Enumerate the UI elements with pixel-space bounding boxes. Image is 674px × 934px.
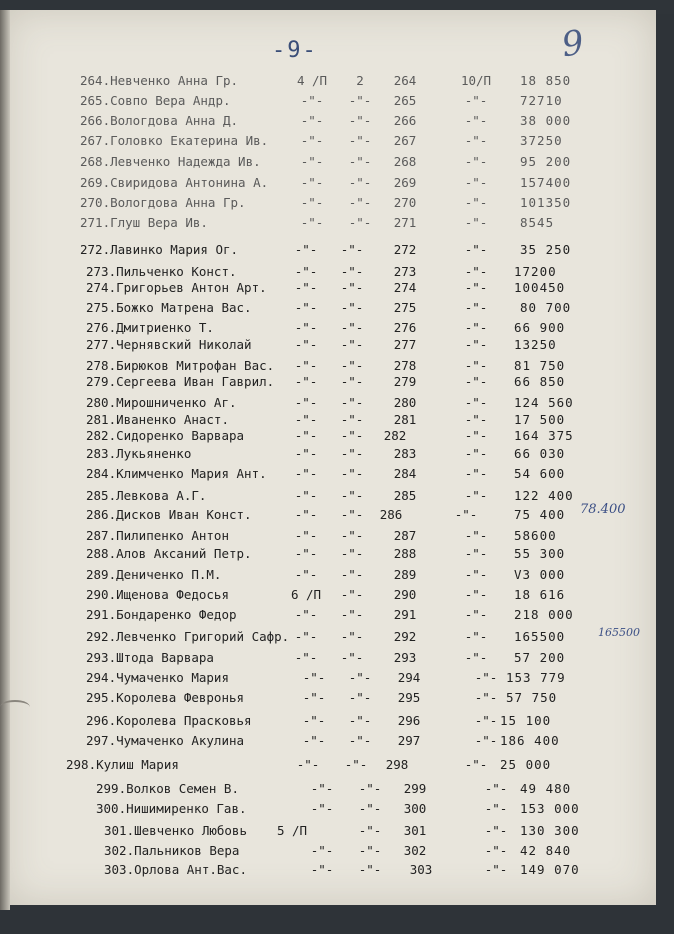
row-name: 272.Лавинко Мария Ог. [80, 242, 239, 257]
table-row [86, 528, 600, 548]
table-row [86, 546, 600, 566]
row-ditto-2: -"- [464, 154, 488, 169]
table-row [86, 733, 600, 753]
row-name: 302.Пальников Вера [104, 843, 240, 858]
table-row [80, 195, 600, 215]
row-amount: 25 000 [500, 757, 552, 772]
row-ditto-2: -"- [484, 862, 508, 877]
row-ditto: -"- [340, 242, 364, 257]
row-amount: 13250 [514, 337, 557, 352]
row-ditto: -"- [348, 133, 372, 148]
table-row [86, 567, 600, 587]
row-amount: 55 300 [514, 546, 566, 561]
row-ditto: -"- [358, 823, 382, 838]
row-ordinal: 283 [393, 446, 417, 461]
table-row [80, 215, 600, 235]
row-name: 278.Бирюков Митрофан Вас. [86, 358, 275, 373]
row-ordinal: 282 [383, 428, 407, 443]
row-ordinal: 293 [393, 650, 417, 665]
row-name: 288.Алов Аксаний Петр. [86, 546, 252, 561]
row-ditto: -"- [340, 546, 364, 561]
row-ditto: -"- [340, 428, 364, 443]
row-amount: 17200 [514, 264, 557, 279]
page-number: -9- [272, 38, 318, 63]
row-category: -"- [294, 507, 318, 522]
row-category: -"- [302, 690, 326, 705]
row-ditto-2: -"- [464, 337, 488, 352]
row-ditto-2: -"- [464, 93, 488, 108]
row-ditto: -"- [340, 300, 364, 315]
row-name: 287.Пилипенко Антон [86, 528, 229, 543]
table-row [86, 670, 600, 690]
row-ditto: -"- [348, 215, 372, 230]
row-ordinal: 270 [393, 195, 417, 210]
table-row [80, 133, 600, 153]
row-ordinal: 292 [393, 629, 417, 644]
table-row [80, 113, 600, 133]
row-name: 271.Глуш Вера Ив. [80, 215, 208, 230]
row-amount: 57 750 [506, 690, 558, 705]
row-category: -"- [310, 801, 334, 816]
row-amount: 80 700 [520, 300, 572, 315]
row-ditto-2: -"- [474, 713, 498, 728]
row-ordinal: 271 [393, 215, 417, 230]
row-ordinal: 275 [393, 300, 417, 315]
binding-string [0, 700, 30, 714]
row-category: -"- [296, 757, 320, 772]
row-amount: 130 300 [520, 823, 580, 838]
row-name: 284.Климченко Мария Ант. [86, 466, 267, 481]
row-amount: 38 000 [520, 113, 572, 128]
row-name: 276.Дмитриенко Т. [86, 320, 214, 335]
row-ditto: -"- [358, 801, 382, 816]
row-ditto: -"- [340, 507, 364, 522]
row-name: 273.Пильченко Конст. [86, 264, 237, 279]
row-category: -"- [294, 650, 318, 665]
row-name: 282.Сидоренко Варвара [86, 428, 245, 443]
row-amount: 153 000 [520, 801, 580, 816]
row-ditto: -"- [340, 629, 364, 644]
row-ditto: -"- [340, 650, 364, 665]
row-amount: 81 750 [514, 358, 566, 373]
row-amount: 57 200 [514, 650, 566, 665]
row-amount: 75 400 [514, 507, 566, 522]
row-ditto-2: -"- [464, 587, 488, 602]
row-name: 283.Лукьяненко [86, 446, 192, 461]
row-ditto: -"- [358, 862, 382, 877]
row-category: -"- [294, 446, 318, 461]
row-amount: 35 250 [520, 242, 572, 257]
table-row [96, 801, 600, 821]
table-row [86, 650, 600, 670]
row-ordinal: 264 [393, 73, 417, 88]
row-amount: 54 600 [514, 466, 566, 481]
row-category: -"- [294, 528, 318, 543]
row-name: 292.Левченко Григорий Сафр. [86, 629, 290, 644]
row-ditto-2: -"- [464, 374, 488, 389]
row-ditto-2: -"- [464, 412, 488, 427]
table-row [86, 488, 600, 508]
row-category: -"- [294, 607, 318, 622]
row-ditto-2: -"- [464, 650, 488, 665]
row-category: 5 /П [276, 823, 308, 838]
row-name: 300.Нишимиренко Гав. [96, 801, 247, 816]
row-ordinal: 294 [397, 670, 421, 685]
table-row [80, 242, 600, 262]
row-ditto: -"- [348, 93, 372, 108]
row-ditto: -"- [340, 337, 364, 352]
row-name: 301.Шевченко Любовь [104, 823, 247, 838]
row-amount: 18 850 [520, 73, 572, 88]
row-category: -"- [294, 466, 318, 481]
row-ordinal: 301 [403, 823, 427, 838]
row-ordinal: 290 [393, 587, 417, 602]
row-ditto: -"- [340, 587, 364, 602]
row-ordinal: 277 [393, 337, 417, 352]
row-ditto: -"- [340, 412, 364, 427]
row-ditto-2: -"- [464, 242, 488, 257]
row-ditto-2: -"- [464, 264, 488, 279]
row-ditto-2: -"- [464, 175, 488, 190]
row-amount: 157400 [520, 175, 572, 190]
table-row [86, 507, 600, 527]
row-ordinal: 289 [393, 567, 417, 582]
row-ditto: -"- [348, 195, 372, 210]
row-ditto: -"- [340, 358, 364, 373]
table-row [66, 757, 600, 777]
row-category: -"- [294, 395, 318, 410]
row-ordinal: 265 [393, 93, 417, 108]
row-category: -"- [294, 629, 318, 644]
row-name: 270.Вологдова Анна Гр. [80, 195, 246, 210]
row-category: -"- [294, 300, 318, 315]
row-name: 264.Невченко Анна Гр. [80, 73, 239, 88]
row-name: 274.Григорьев Антон Арт. [86, 280, 267, 295]
row-category: -"- [300, 215, 324, 230]
row-amount: 49 480 [520, 781, 572, 796]
row-ordinal: 303 [409, 862, 433, 877]
row-category: -"- [294, 567, 318, 582]
table-row [104, 823, 600, 843]
row-category: -"- [302, 733, 326, 748]
row-ditto: -"- [340, 264, 364, 279]
row-ordinal: 297 [397, 733, 421, 748]
table-row [80, 154, 600, 174]
row-amount: 186 400 [500, 733, 560, 748]
row-ordinal: 276 [393, 320, 417, 335]
row-ordinal: 295 [397, 690, 421, 705]
row-name: 286.Дисков Иван Конст. [86, 507, 252, 522]
table-row [86, 587, 600, 607]
row-name: 291.Бондаренко Федор [86, 607, 237, 622]
row-ditto: -"- [358, 781, 382, 796]
row-ordinal: 280 [393, 395, 417, 410]
table-row [86, 374, 600, 394]
row-name: 285.Левкова А.Г. [86, 488, 207, 503]
row-ditto: -"- [348, 154, 372, 169]
table-row [86, 300, 600, 320]
row-ordinal: 287 [393, 528, 417, 543]
row-name: 275.Божко Матрена Вас. [86, 300, 252, 315]
row-ditto: -"- [340, 488, 364, 503]
row-ditto-2: -"- [464, 446, 488, 461]
row-ditto-2: -"- [464, 133, 488, 148]
row-name: 290.Ищенова Федосья [86, 587, 229, 602]
row-ditto-2: -"- [464, 113, 488, 128]
row-category: -"- [302, 670, 326, 685]
row-name: 266.Вологдова Анна Д. [80, 113, 239, 128]
row-ditto-2: -"- [484, 823, 508, 838]
row-ditto-2: -"- [464, 629, 488, 644]
row-amount: 95 200 [520, 154, 572, 169]
row-ditto: -"- [340, 607, 364, 622]
table-row [80, 73, 600, 93]
row-ditto-2: -"- [464, 757, 488, 772]
row-category: -"- [294, 280, 318, 295]
row-amount: 42 840 [520, 843, 572, 858]
handwritten-note: 78.400 [580, 502, 626, 517]
row-ordinal: 285 [393, 488, 417, 503]
row-name: 268.Левченко Надежда Ив. [80, 154, 261, 169]
row-ordinal: 272 [393, 242, 417, 257]
row-ordinal: 274 [393, 280, 417, 295]
row-category: -"- [294, 320, 318, 335]
row-ditto-2: -"- [464, 466, 488, 481]
row-amount: 122 400 [514, 488, 574, 503]
row-ditto: -"- [340, 374, 364, 389]
row-category: -"- [310, 781, 334, 796]
row-name: 293.Штода Варвара [86, 650, 214, 665]
row-ditto-2: -"- [464, 488, 488, 503]
row-category: -"- [300, 93, 324, 108]
row-ordinal: 286 [379, 507, 403, 522]
row-amount: 15 100 [500, 713, 552, 728]
row-amount: 8545 [520, 215, 555, 230]
row-ordinal: 268 [393, 154, 417, 169]
row-ditto-2: -"- [484, 843, 508, 858]
table-row [86, 690, 600, 710]
row-ditto: -"- [348, 670, 372, 685]
row-amount: 66 030 [514, 446, 566, 461]
row-ditto-2: -"- [464, 546, 488, 561]
row-name: 269.Свиридова Антонина А. [80, 175, 269, 190]
row-ditto: -"- [340, 528, 364, 543]
row-ordinal: 273 [393, 264, 417, 279]
row-name: 296.Королева Прасковья [86, 713, 252, 728]
row-amount: 149 070 [520, 862, 580, 877]
row-name: 303.Орлова Ант.Вас. [104, 862, 247, 877]
row-ordinal: 278 [393, 358, 417, 373]
row-amount: 165500 [514, 629, 566, 644]
row-amount: 218 000 [514, 607, 574, 622]
row-category: -"- [310, 862, 334, 877]
row-category: -"- [294, 428, 318, 443]
row-ditto-2: -"- [464, 395, 488, 410]
row-ordinal: 291 [393, 607, 417, 622]
row-category: -"- [294, 358, 318, 373]
table-row [86, 629, 600, 649]
row-category: -"- [310, 843, 334, 858]
table-row [86, 607, 600, 627]
row-ordinal: 300 [403, 801, 427, 816]
row-name: 297.Чумаченко Акулина [86, 733, 245, 748]
row-amount: 58600 [514, 528, 557, 543]
table-row [86, 466, 600, 486]
row-amount: 100450 [514, 280, 566, 295]
row-category: -"- [294, 546, 318, 561]
row-amount: 164 375 [514, 428, 574, 443]
row-category: -"- [294, 242, 318, 257]
row-ditto: -"- [340, 320, 364, 335]
row-ditto: -"- [348, 175, 372, 190]
row-ditto: -"- [348, 733, 372, 748]
table-row [86, 446, 600, 466]
row-amount: 101350 [520, 195, 572, 210]
row-category: -"- [294, 488, 318, 503]
row-name: 289.Дениченко П.М. [86, 567, 222, 582]
row-ordinal: 302 [403, 843, 427, 858]
row-amount: 153 779 [506, 670, 566, 685]
row-ditto-2: -"- [464, 320, 488, 335]
row-ordinal: 299 [403, 781, 427, 796]
row-name: 277.Чернявский Николай [86, 337, 252, 352]
row-ditto-2: -"- [464, 280, 488, 295]
row-ordinal: 279 [393, 374, 417, 389]
row-category: 4 /П [296, 73, 328, 88]
row-amount: 66 900 [514, 320, 566, 335]
row-ditto-2: -"- [484, 801, 508, 816]
row-ditto: -"- [340, 395, 364, 410]
table-row [86, 713, 600, 733]
row-ditto: -"- [340, 567, 364, 582]
table-row [86, 428, 600, 448]
row-name: 267.Головко Екатерина Ив. [80, 133, 269, 148]
row-ditto-2: -"- [464, 528, 488, 543]
row-amount: 72710 [520, 93, 563, 108]
table-row [104, 862, 600, 882]
row-ordinal: 298 [385, 757, 409, 772]
row-category: 6 /П [290, 587, 322, 602]
row-ordinal: 281 [393, 412, 417, 427]
row-amount: 18 616 [514, 587, 566, 602]
table-row [104, 843, 600, 863]
row-category: -"- [300, 195, 324, 210]
row-ditto-2: -"- [454, 507, 478, 522]
row-name: 265.Совпо Вера Андр. [80, 93, 231, 108]
table-row [86, 280, 600, 300]
row-ditto-2: 10/П [460, 73, 492, 88]
row-ordinal: 269 [393, 175, 417, 190]
row-ordinal: 296 [397, 713, 421, 728]
row-ditto-2: -"- [464, 358, 488, 373]
row-category: -"- [302, 713, 326, 728]
row-ordinal: 284 [393, 466, 417, 481]
row-name: 298.Кулиш Мария [66, 757, 179, 772]
row-ditto: -"- [358, 843, 382, 858]
row-ditto: 2 [356, 73, 364, 88]
row-ditto: -"- [348, 113, 372, 128]
row-category: -"- [300, 154, 324, 169]
row-ordinal: 267 [393, 133, 417, 148]
row-name: 280.Мирошниченко Аг. [86, 395, 237, 410]
row-ditto-2: -"- [464, 607, 488, 622]
row-category: -"- [294, 412, 318, 427]
row-ditto-2: -"- [474, 690, 498, 705]
row-amount: V3 000 [514, 567, 566, 582]
row-category: -"- [300, 133, 324, 148]
table-row [86, 337, 600, 357]
table-row [80, 93, 600, 113]
row-name: 279.Сергеева Иван Гаврил. [86, 374, 275, 389]
row-ditto-2: -"- [474, 670, 498, 685]
row-name: 299.Волков Семен В. [96, 781, 239, 796]
row-ditto: -"- [348, 690, 372, 705]
row-ordinal: 288 [393, 546, 417, 561]
row-category: -"- [300, 175, 324, 190]
row-name: 294.Чумаченко Мария [86, 670, 229, 685]
table-row [96, 781, 600, 801]
handwritten-note: 165500 [598, 626, 640, 639]
row-ditto: -"- [340, 280, 364, 295]
row-ditto-2: -"- [464, 215, 488, 230]
row-ditto: -"- [340, 466, 364, 481]
row-amount: 124 560 [514, 395, 574, 410]
row-category: -"- [294, 374, 318, 389]
row-ditto-2: -"- [464, 567, 488, 582]
row-amount: 37250 [520, 133, 563, 148]
row-ditto-2: -"- [464, 195, 488, 210]
row-name: 295.Королева Февронья [86, 690, 245, 705]
binding-edge [0, 10, 10, 910]
table-row [80, 175, 600, 195]
row-ditto: -"- [348, 713, 372, 728]
row-amount: 17 500 [514, 412, 566, 427]
row-category: -"- [294, 337, 318, 352]
row-ditto: -"- [344, 757, 368, 772]
row-category: -"- [300, 113, 324, 128]
row-ditto-2: -"- [464, 428, 488, 443]
row-category: -"- [294, 264, 318, 279]
handwritten-page-number: 9 [559, 22, 587, 66]
row-name: 281.Иваненко Анаст. [86, 412, 229, 427]
row-ditto-2: -"- [474, 733, 498, 748]
row-ditto: -"- [340, 446, 364, 461]
row-amount: 66 850 [514, 374, 566, 389]
row-ordinal: 266 [393, 113, 417, 128]
row-ditto-2: -"- [464, 300, 488, 315]
row-ditto-2: -"- [484, 781, 508, 796]
